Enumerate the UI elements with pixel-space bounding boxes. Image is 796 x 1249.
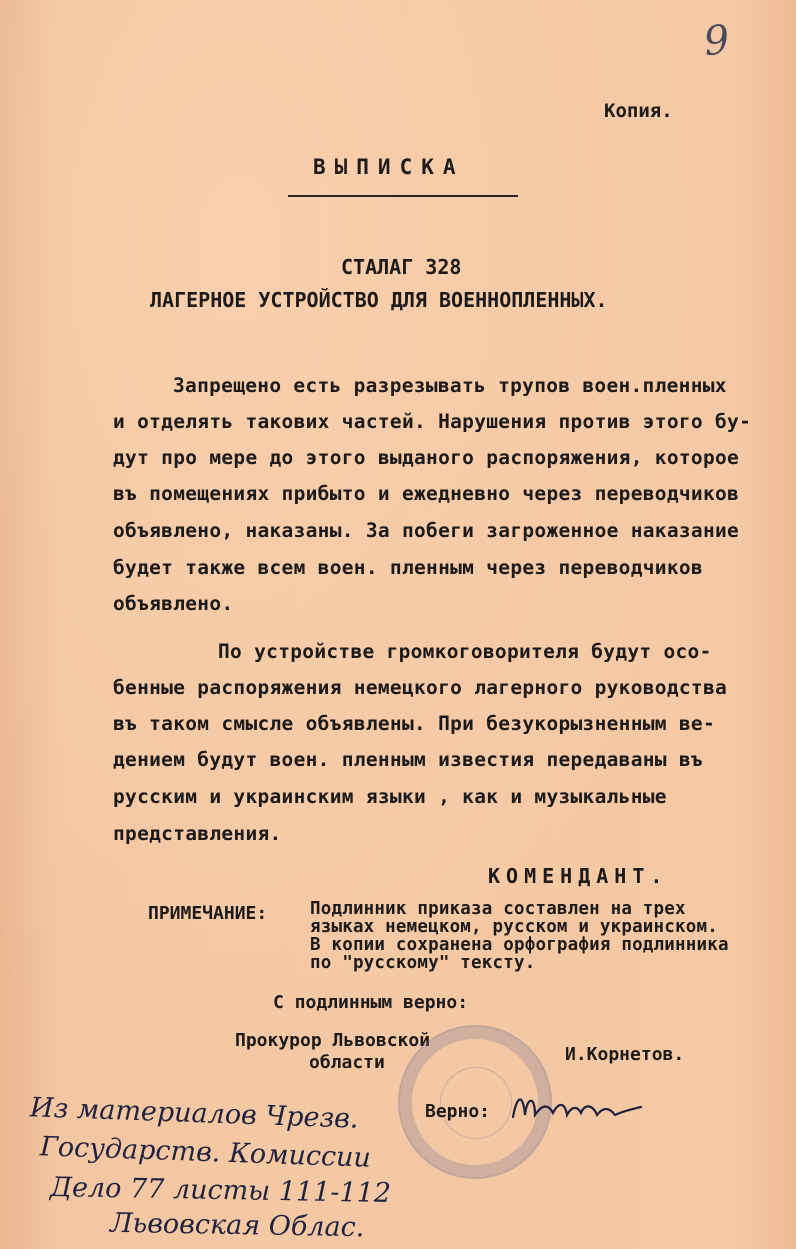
verno-label: Верно: [425,1101,491,1122]
handwritten-note-line: Дело 77 листы 111-112 [49,1172,392,1209]
paragraph-1-line: въ помещениях прибыто и ежедневно через переводчиков [113,482,740,505]
document-title: ВЫПИСКА [313,155,465,179]
commandant-signature-line: КОМЕНДАНТ. [488,864,669,888]
paragraph-1-line: и отделять таковиx частей. Нарушения против этого бу- [113,410,752,433]
note-line: по "русскому" тексту. [310,953,536,973]
handwritten-note-line: Государств. Комиссии [39,1131,372,1174]
prosecutor-region: области [309,1052,385,1073]
paragraph-2-line: бенные распоряжения немецкого лагерного руководства [113,676,728,699]
paragraph-1-line: Запрещено есть разрезывать трупов воен.пленных [173,374,727,397]
paragraph-2-line: русским и украинским языки , как и музыкальные [113,785,667,808]
heading-stalag: СТАЛАГ 328 [341,255,462,279]
heading-camp-rules: ЛАГЕРНОЕ УСТРОЙСТВО ДЛЯ ВОЕННОПЛЕННЫХ. [150,288,608,312]
title-underline [288,195,518,197]
copy-mark: Копия. [604,100,673,122]
paragraph-2-line: представления. [113,822,282,845]
paragraph-2-line: въ таком смысле объявлены. При безукорызненным ве- [113,712,715,735]
paragraph-1-line: объявлено, наказаны. За побеги загроженное наказание [113,519,740,542]
certification-line: С подлинным верно: [273,992,469,1013]
note-line: В копии сохранена орфография подлинника [310,935,729,955]
note-line: языках немецком, русском и украинском. [310,917,718,937]
note-label: ПРИМЕЧАНИЕ: [148,903,268,924]
handwritten-signature [505,1085,645,1130]
handwritten-note-line: Из материалов Чрезв. [29,1092,360,1135]
handwritten-note-line: Львовская Облас. [109,1207,365,1244]
signer-name: И.Корнетов. [565,1044,685,1065]
paragraph-2-line: дением будут воен. пленным известия передаваны въ [113,748,703,771]
note-line: Подлинник приказа составлен на трех [310,899,686,919]
paragraph-1-line: будет также всем воен. пленным через переводчиков [113,556,703,579]
prosecutor-title: Прокурор Львовской [235,1030,431,1051]
paragraph-1-line: дут про мере до этого выданого распоряжения, которое [113,446,740,469]
paragraph-2-line: По устройстве громкоговорителя будут осо- [218,640,712,663]
paragraph-1-line: объявлено. [113,592,234,615]
folio-number: 9 [701,16,732,66]
